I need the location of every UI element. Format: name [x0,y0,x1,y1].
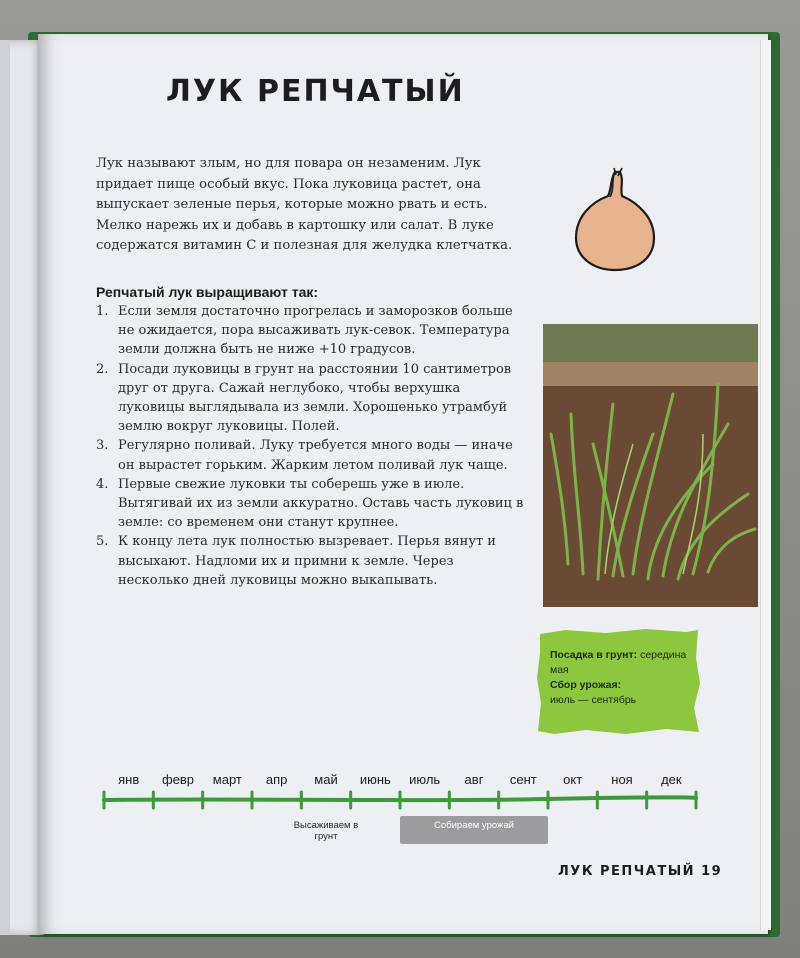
harvest-value: июль — сентябрь [550,694,637,706]
footer-title: ЛУК РЕПЧАТЫЙ [558,864,696,879]
timeline-line [96,786,706,816]
step-item [96,475,526,533]
timeline-month-label: дек [661,772,682,787]
timeline-stage-label: Собираем урожай [434,820,514,831]
step-item [96,302,526,360]
step-text: Регулярно поливай. Луку требуется много воды — иначе он вырастет горьким. Жарким летом поливай лук чаще. [118,438,513,473]
step-item [96,532,526,590]
step-number: 1. [96,304,109,319]
step-number: 2. [96,361,109,377]
timeline-month-label: окт [563,772,583,787]
timeline-month-label: март [212,772,242,787]
step-number: 5. [96,534,109,550]
page-footer [558,864,722,879]
timeline-month-label: май [314,772,338,787]
page-edges [760,40,771,930]
left-page-edge [0,40,10,935]
step-text: Посади луковицы в грунт на расстоянии 10 сантиметров друг от друга. Сажай неглубоко, чтобы верхушка луковицы выглядывала из земли. Хорошенько утрамбуй землю вокруг луковицы. Полей. [118,361,512,435]
step-number: 3. [96,438,109,454]
step-item [96,436,526,474]
timeline-month-label: февр [161,772,195,787]
steps-list [96,302,526,590]
info-box [550,648,700,708]
harvest-label: Сбор урожая: [550,679,622,691]
step-text: Если земля достаточно прогрелась и заморозков больше не ожидается, пора высаживать лук-севок. Температура земли должна быть не ниже +10 градусов. [118,304,513,358]
timeline-month-label: июнь [359,772,391,787]
timeline-month-label: ноя [611,772,633,787]
step-text: К концу лета лук полностью вызревает. Перья вянут и высыхают. Надломи их и примни к земле. Через несколько дней луковицы можно выкапывать. [118,534,496,588]
timeline-stage-label: Высаживаем в грунт [293,820,359,842]
timeline-month-label: янв [118,772,140,787]
page-title: ЛУК РЕПЧАТЫЙ [166,74,465,109]
page-number: 19 [701,864,723,879]
timeline-month-label: сент [509,772,537,787]
planting-label: Посадка в грунт: [550,649,638,661]
steps-heading: Репчатый лук выращивают так: [96,284,319,300]
step-item [96,360,526,437]
step-number: 4. [96,476,109,492]
timeline-month-label: апр [265,772,288,787]
planting-value: середина мая [550,649,687,676]
onion-garden-photo [543,324,758,607]
timeline-month-label: июль [409,772,441,787]
onion-illustration [570,166,660,272]
book-page [38,34,768,934]
timeline-month-label: авг [464,772,484,787]
step-text: Первые свежие луковки ты соберешь уже в июле. Вытягивай их из земли аккуратно. Оставь часть луковиц в земле: со временем они станут крупнее. [118,476,524,531]
intro-paragraph: Лук называют злым, но для повара он незаменим. Лук придает пище особый вкус. Пока луковица растет, она выпускает зеленые перья, которые можно рвать и есть. Мелко нарежь их и добавь в картошку или салат. В луке содержатся витамин С и полезная для желудка клетчатка. [96,156,513,253]
onion-sprouts-drawing [543,324,758,607]
